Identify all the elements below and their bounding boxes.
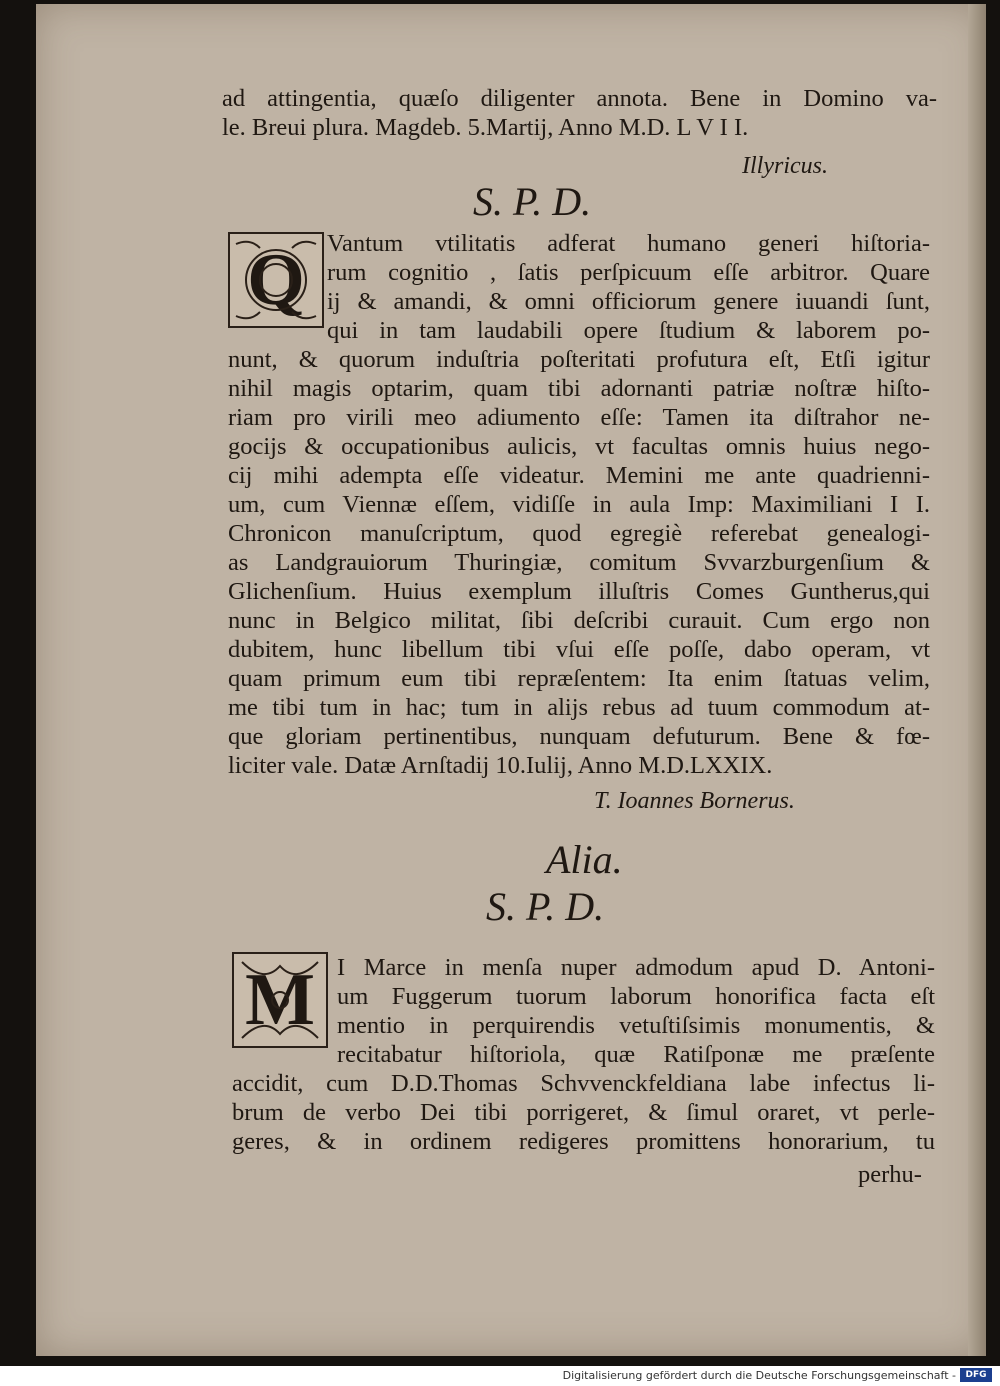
salutation-heading-2: S. P. D.	[486, 884, 605, 929]
heading-alia: Alia.	[546, 837, 623, 882]
signature-illyricus: Illyricus.	[742, 153, 828, 179]
text-line: liciter vale. Datæ Arnſtadij 10.Iulij, Anno M.D.LXXIX.	[228, 752, 773, 779]
text-line: gocijs & occupationibus aulicis, vt facultas omnis huius nego-	[228, 433, 930, 460]
text-line: nihil magis optarim, quam tibi adornanti patriæ noſtræ hiſto-	[228, 375, 930, 402]
letter-1-indented-lines	[327, 229, 930, 345]
floral-ornament-icon	[230, 234, 322, 326]
initial-letter: Q	[247, 239, 305, 321]
text-line: um, cum Viennæ eſſem, vidiſſe in aula Imp: Maximiliani I I.	[228, 491, 930, 518]
page-edge-shadow	[968, 4, 986, 1356]
text-line: brum de verbo Dei tibi porrigeret, & ſimul oraret, vt perle-	[232, 1099, 935, 1126]
text-line: qui in tam laudabili opere ſtudium & laborem po-	[327, 317, 930, 344]
dfg-funding-note: Digitalisierung gefördert durch die Deutsche Forschungsgemeinschaft -	[562, 1369, 956, 1382]
text-line: nunt, & quorum induſtria poſteritati profutura eſt, Etſi igitur	[228, 346, 930, 373]
text-line: recitabatur hiſtoriola, quæ Ratiſponæ me præſente	[337, 1041, 935, 1068]
text-line: Glichenſium. Huius exemplum illuſtris Comes Guntherus,qui	[228, 578, 930, 605]
text-line: Chronicon manuſcriptum, quod egregiè referebat genealogi-	[228, 520, 930, 547]
dfg-logo: DFG	[960, 1368, 992, 1382]
text-line: um Fuggerum tuorum laborum honorifica facta eſt	[337, 983, 935, 1010]
decorated-initial-q	[228, 232, 324, 328]
letter-2-indented-lines	[337, 953, 935, 1069]
text-line: rum cognitio , ſatis perſpicuum eſſe arbitror. Quare	[327, 259, 930, 286]
text-line: quam primum eum tibi repræſentem: Ita enim ſtatuas velim,	[228, 665, 930, 692]
text-line: as Landgrauiorum Thuringiæ, comitum Svvarzburgenſium &	[228, 549, 930, 576]
signature-bornerus: T. Ioannes Bornerus.	[594, 788, 795, 814]
decorated-initial-m	[232, 952, 328, 1048]
letter-1-body	[228, 345, 930, 780]
text-line: geres, & in ordinem redigeres promittens honorarium, tu	[232, 1128, 935, 1155]
floral-ornament-icon	[234, 954, 326, 1046]
text-line: accidit, cum D.D.Thomas Schvvenckfeldiana labe infectus li-	[232, 1070, 935, 1097]
text-line: que gloriam pertinentibus, nunquam defuturum. Bene & fœ-	[228, 723, 930, 750]
text-line: cij mihi adempta eſſe videatur. Memini me ante quadrienni-	[228, 462, 930, 489]
text-line: le. Breui plura. Magdeb. 5.Martij, Anno M.D. L V I I.	[222, 114, 749, 141]
text-line: ad attingentia, quæſo diligenter annota. Bene in Domino va-	[222, 85, 937, 112]
text-line: dubitem, hunc libellum tibi vſui eſſe poſſe, dabo operam, vt	[228, 636, 930, 663]
letter-2-body	[232, 1069, 935, 1156]
text-line: mentio in perquirendis vetuſtiſsimis monumentis, &	[337, 1012, 935, 1039]
text-line: Vantum vtilitatis adferat humano generi hiſtoria-	[327, 230, 930, 257]
top-block	[222, 84, 937, 142]
initial-letter: M	[245, 959, 315, 1041]
text-line: I Marce in menſa nuper admodum apud D. Antoni-	[337, 954, 935, 981]
text-line: me tibi tum in hac; tum in alijs rebus ad tuum commodum at-	[228, 694, 930, 721]
salutation-heading-1: S. P. D.	[473, 179, 592, 224]
catchword: perhu-	[858, 1161, 922, 1188]
text-line: ij & amandi, & omni officiorum genere iuuandi ſunt,	[327, 288, 930, 315]
text-line: riam pro virili meo adiumento eſſe: Tamen ita diſtrahor ne-	[228, 404, 930, 431]
text-line: nunc in Belgico militat, ſibi deſcribi curauit. Cum ergo non	[228, 607, 930, 634]
